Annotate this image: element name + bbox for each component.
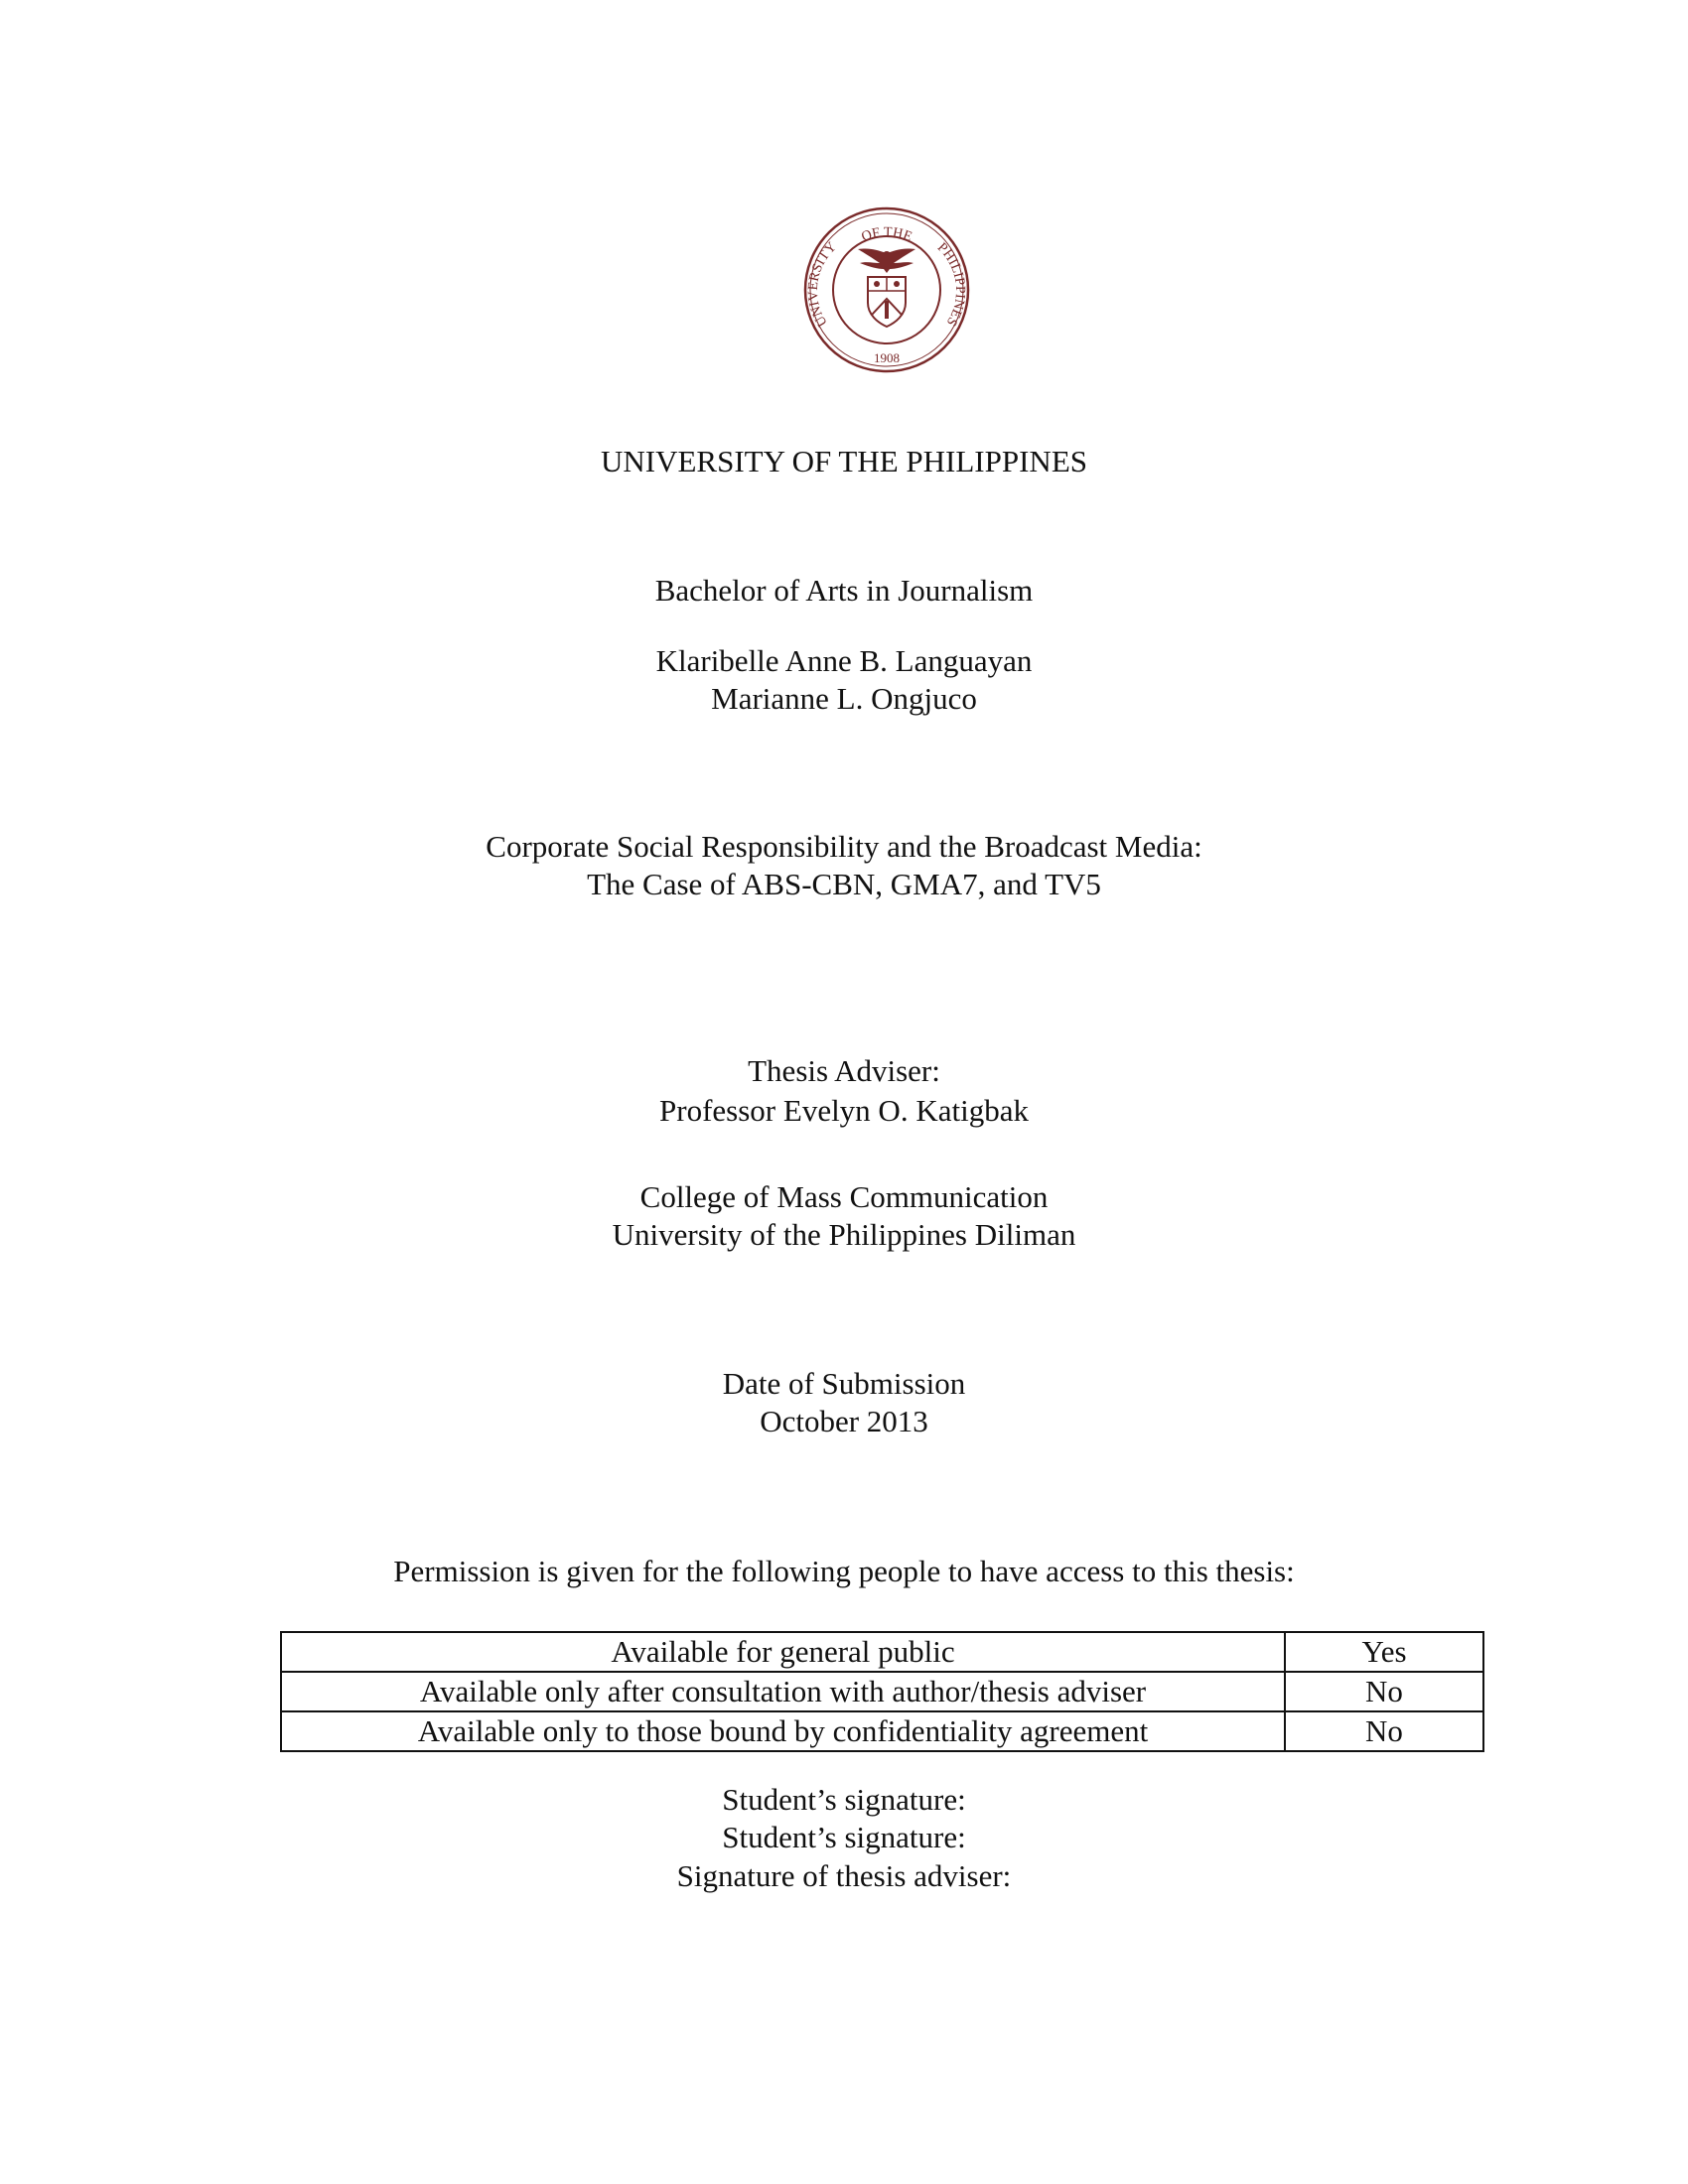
table-row [281, 1672, 1483, 1711]
permission-value: No [1285, 1672, 1483, 1711]
permission-intro: Permission is given for the following people to have access to this thesis: [393, 1554, 1295, 1588]
seal-left-text: UNIVERSITY [805, 239, 840, 330]
eagle-icon [858, 248, 915, 273]
adviser-signature-label: Signature of thesis adviser: [676, 1858, 1012, 1893]
permission-label: Available for general public [281, 1632, 1285, 1672]
permission-value: Yes [1285, 1632, 1483, 1672]
seal-right-text: PHILIPPINES [933, 239, 968, 329]
degree-program: Bachelor of Arts in Journalism [654, 573, 1034, 608]
permission-label: Available only after consultation with author/thesis adviser [281, 1672, 1285, 1711]
university-seal [802, 204, 971, 377]
shield-icon [868, 277, 906, 327]
student-signature-label: Student’s signature: [722, 1820, 966, 1854]
university-name: UNIVERSITY OF THE PHILIPPINES [601, 444, 1087, 478]
student-signature-label: Student’s signature: [722, 1782, 966, 1817]
submission-date: October 2013 [760, 1404, 928, 1438]
permission-label: Available only to those bound by confidentiality agreement [281, 1711, 1285, 1751]
adviser-label: Thesis Adviser: [748, 1053, 940, 1088]
thesis-title: The Case of ABS-CBN, GMA7, and TV5 [587, 867, 1101, 901]
submission-label: Date of Submission [722, 1366, 966, 1401]
author-name: Marianne L. Ongjuco [711, 681, 977, 716]
seal-year: 1908 [874, 350, 900, 365]
seal-top-text: OF THE [859, 224, 914, 245]
college-name: College of Mass Communication [639, 1179, 1049, 1214]
author-name: Klaribelle Anne B. Languayan [655, 643, 1033, 678]
table-row [281, 1632, 1483, 1672]
adviser-name: Professor Evelyn O. Katigbak [659, 1093, 1029, 1128]
table-row [281, 1711, 1483, 1751]
permission-value: No [1285, 1711, 1483, 1751]
university-campus: University of the Philippines Diliman [612, 1217, 1076, 1252]
thesis-title: Corporate Social Responsibility and the Broadcast Media: [486, 829, 1202, 864]
permission-table [280, 1631, 1484, 1752]
